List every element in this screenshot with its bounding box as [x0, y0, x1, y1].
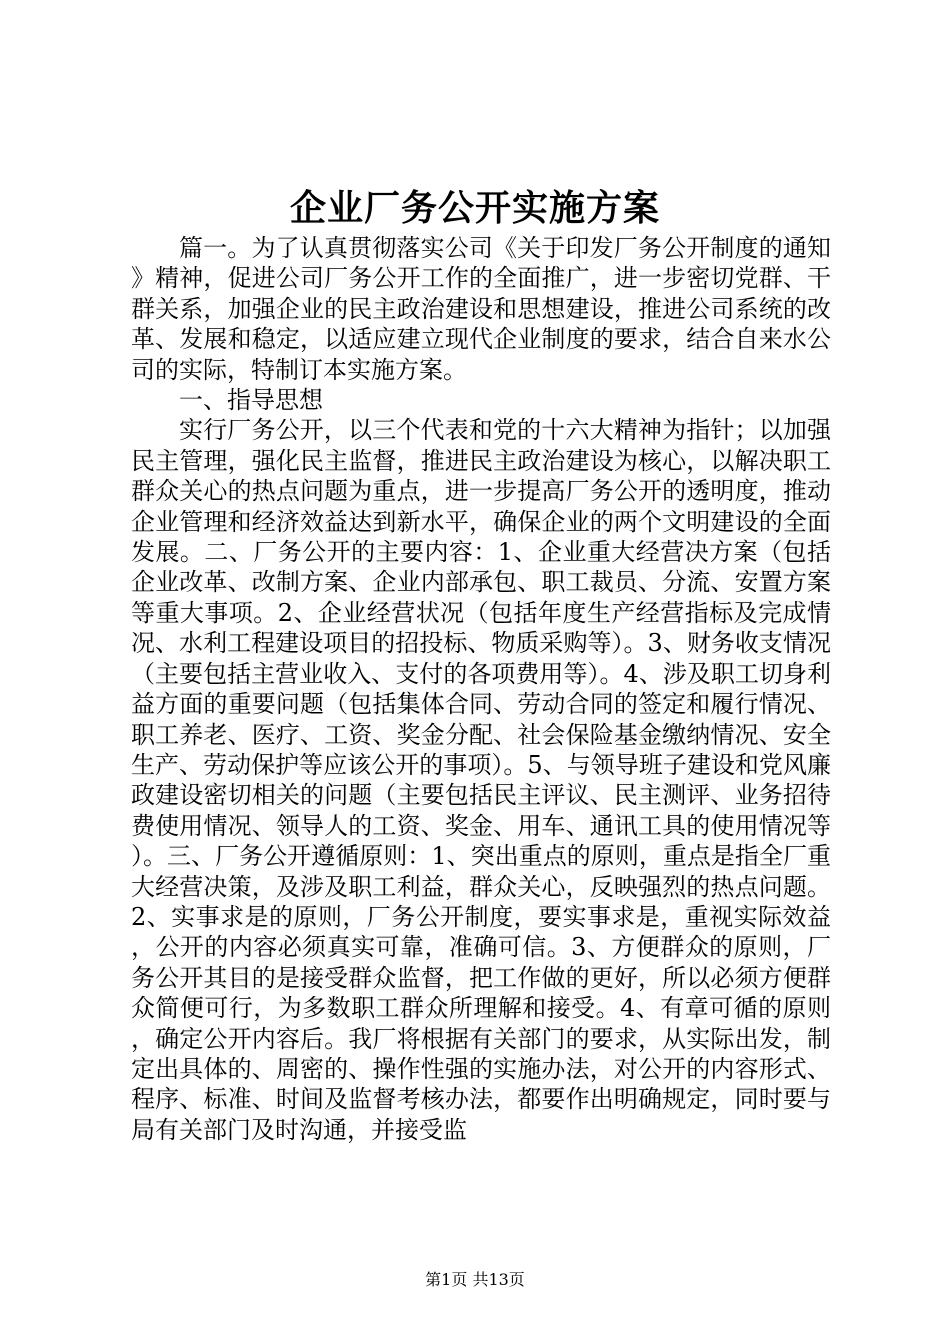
document-body [131, 233, 831, 1145]
section-heading-guiding-thought: 一、指导思想 [179, 386, 323, 415]
paragraph-main-content: 实行厂务公开，以三个代表和党的十六大精神为指针；以加强民主管理，强化民主监督，推进民主政治建设为核心，以解决职工群众关心的热点问题为重点，进一步提高厂务公开的透明度，推动企业管理和经济效益达到新水平，确保企业的两个文明建设的全面发展。二、厂务公开的主要内容：1、企业重大经营决方案（包括企业改革、改制方案、企业内部承包、职工裁员、分流、安置方案等重大事项。2、企业经营状况（包括年度生产经营指标及完成情况、水利工程建设项目的招投标、物质采购等）。3、财务收支情况（主要包括主营业收入、支付的各项费用等）。4、涉及职工切身利益方面的重要问题（包括集体合同、劳动合同的签定和履行情况、职工养老、医疗、工资、奖金分配、社会保险基金缴纳情况、安全生产、劳动保护等应该公开的事项）。5、与领导班子建设和党风廉政建设密切相关的问题（主要包括民主评议、民主测评、业务招待费使用情况、领导人的工资、奖金、用车、通讯工具的使用情况等）。三、厂务公开遵循原则：1、突出重点的原则，重点是指全厂重大经营决策，及涉及职工利益，群众关心，反映强烈的热点问题。2、实事求是的原则，厂务公开制度，要实事求是，重视实际效益，公开的内容必须真实可靠，准确可信。3、方便群众的原则，厂务公开其目的是接受群众监督，把工作做的更好，所以必须方便群众简便可行，为多数职工群众所理解和接受。4、有章可循的原则，确定公开内容后。我厂将根据有关部门的要求，从实际出发，制定出具体的、周密的、操作性强的实施办法，对公开的内容形式、程序、标准、时间及监督考核办法，都要作出明确规定，同时要与局有关部门及时沟通，并接受监 [131, 416, 831, 1144]
paragraph-intro: 篇一。为了认真贯彻落实公司《关于印发厂务公开制度的通知》精神，促进公司厂务公开工作的全面推广，进一步密切党群、干群关系，加强企业的民主政治建设和思想建设，推进公司系统的改革、发展和稳定，以适应建立现代企业制度的要求，结合自来水公司的实际，特制订本实施方案。 [131, 234, 831, 384]
page-title: 企业厂务公开实施方案 [289, 187, 660, 229]
page-number-footer: 第1页 共13页 [425, 1270, 525, 1289]
